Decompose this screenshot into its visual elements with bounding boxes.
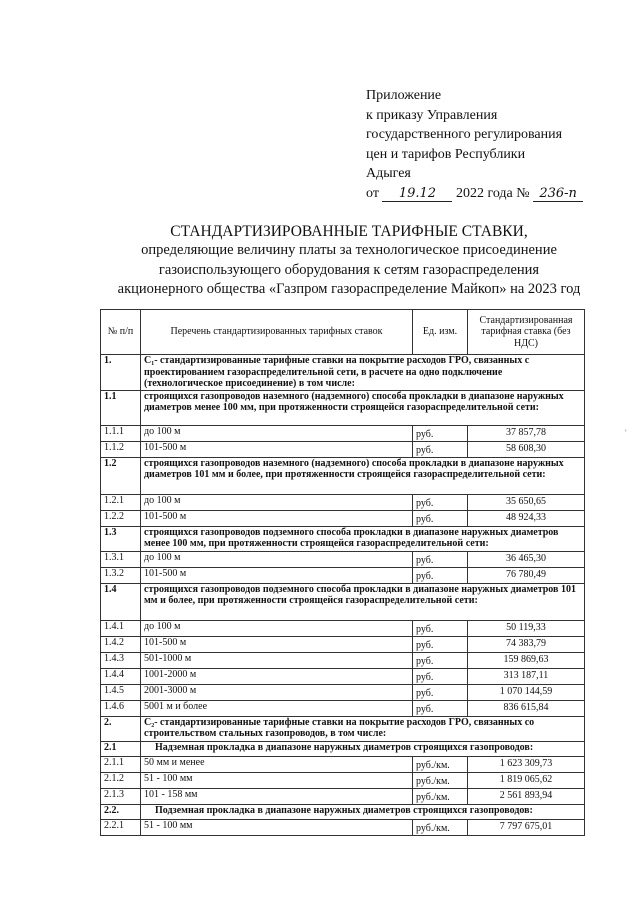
row-unit: руб. xyxy=(413,684,468,700)
row-value: 37 857,78 xyxy=(468,425,585,441)
section-text: Подземная прокладка в диапазоне наружных диаметров строящихся газопроводов: xyxy=(141,804,585,819)
column-header-name: Перечень стандартизированных тарифных ставок xyxy=(141,310,413,355)
section-text: строящихся газопроводов подземного способа прокладки в диапазоне наружных диаметров 101 мм и более, при протяженности строящейся газораспределительной сети: xyxy=(141,583,585,620)
row-name: 101-500 м xyxy=(141,441,413,457)
heading-line: определяющие величину платы за технологическое присоединение xyxy=(141,242,557,259)
document-title: СТАНДАРТИЗИРОВАННЫЕ ТАРИФНЫЕ СТАВКИ, xyxy=(170,223,528,240)
row-unit: руб. xyxy=(413,668,468,684)
row-unit: руб./км. xyxy=(413,772,468,788)
table-row xyxy=(101,567,585,583)
row-name: 101-500 м xyxy=(141,510,413,526)
tariff-table xyxy=(100,309,585,836)
column-header-value: Стандартизированная тарифная ставка (без НДС) xyxy=(468,310,585,355)
row-number: 1.3 xyxy=(101,526,141,551)
table-row xyxy=(101,700,585,716)
row-number: 1.3.1 xyxy=(101,551,141,567)
row-value: 35 650,65 xyxy=(468,494,585,510)
table-row xyxy=(101,620,585,636)
section-row xyxy=(101,804,585,819)
row-name: 101 - 158 мм xyxy=(141,788,413,804)
section-text: С₁- стандартизированные тарифные ставки на покрытие расходов ГРО, связанных с проектированием газораспределительной сети, в расчете на одно подключение (технологическое присоединение) в том числе: xyxy=(141,355,585,391)
order-date: 19.12 xyxy=(382,187,452,202)
table-row xyxy=(101,819,585,835)
row-number: 1. xyxy=(101,355,141,391)
section-row xyxy=(101,457,585,494)
row-name: до 100 м xyxy=(141,494,413,510)
appendix-line: цен и тарифов Республики xyxy=(366,146,526,162)
order-number: 236-п xyxy=(533,187,583,202)
row-name: 101-500 м xyxy=(141,636,413,652)
appendix-line: к приказу Управления xyxy=(366,107,498,123)
row-number: 1.2.2 xyxy=(101,510,141,526)
row-name: до 100 м xyxy=(141,620,413,636)
table-row xyxy=(101,652,585,668)
appendix-line: государственного регулирования xyxy=(366,127,563,143)
order-year-label: 2022 года № xyxy=(455,185,530,201)
row-value: 1 623 309,73 xyxy=(468,756,585,772)
row-value: 36 465,30 xyxy=(468,551,585,567)
table-row xyxy=(101,425,585,441)
table-row xyxy=(101,551,585,567)
document-heading xyxy=(60,222,638,300)
row-value: 1 070 144,59 xyxy=(468,684,585,700)
section-row xyxy=(101,526,585,551)
row-value: 58 608,30 xyxy=(468,441,585,457)
row-number: 1.1.1 xyxy=(101,425,141,441)
row-name: 101-500 м xyxy=(141,567,413,583)
row-number: 2.1.2 xyxy=(101,772,141,788)
section-row xyxy=(101,355,585,391)
row-name: 51 - 100 мм xyxy=(141,819,413,835)
row-number: 1.4.2 xyxy=(101,636,141,652)
row-number: 2.1 xyxy=(101,741,141,756)
column-header-number: № п/п xyxy=(101,310,141,355)
section-text: строящихся газопроводов наземного (надземного) способа прокладки в диапазоне наружных диаметров 101 мм и более, при протяженности строящейся газораспределительной сети: xyxy=(141,457,585,494)
table-row xyxy=(101,636,585,652)
section-row xyxy=(101,390,585,425)
row-number: 2.2.1 xyxy=(101,819,141,835)
section-text: строящихся газопроводов наземного (надземного) способа прокладки в диапазоне наружных диаметров менее 100 мм, при протяженности строящейся газораспределительной сети: xyxy=(141,390,585,425)
row-number: 1.3.2 xyxy=(101,567,141,583)
row-name: 50 мм и менее xyxy=(141,756,413,772)
table-row xyxy=(101,788,585,804)
row-value: 74 383,79 xyxy=(468,636,585,652)
table-row xyxy=(101,494,585,510)
row-unit: руб. xyxy=(413,652,468,668)
row-name: 1001-2000 м xyxy=(141,668,413,684)
row-name: до 100 м xyxy=(141,425,413,441)
table-body xyxy=(101,355,585,836)
row-unit: руб. xyxy=(413,510,468,526)
appendix-line: Приложение xyxy=(366,88,442,103)
row-unit: руб. xyxy=(413,425,468,441)
row-unit: руб. xyxy=(413,551,468,567)
row-number: 1.1 xyxy=(101,390,141,425)
row-name: 501-1000 м xyxy=(141,652,413,668)
row-value: 836 615,84 xyxy=(468,700,585,716)
row-number: 1.2 xyxy=(101,457,141,494)
row-value: 50 119,33 xyxy=(468,620,585,636)
row-unit: руб. xyxy=(413,620,468,636)
row-number: 2.2. xyxy=(101,804,141,819)
section-text: строящихся газопроводов подземного способа прокладки в диапазоне наружных диаметров менее 100 мм, при протяженности строящейся газораспределительной сети: xyxy=(141,526,585,551)
row-unit: руб. xyxy=(413,494,468,510)
row-number: 1.4 xyxy=(101,583,141,620)
table-row xyxy=(101,441,585,457)
row-value: 7 797 675,01 xyxy=(468,819,585,835)
row-value: 159 869,63 xyxy=(468,652,585,668)
row-value: 2 561 893,94 xyxy=(468,788,585,804)
row-unit: руб. xyxy=(413,567,468,583)
row-unit: руб./км. xyxy=(413,788,468,804)
row-unit: руб./км. xyxy=(413,819,468,835)
row-value: 76 780,49 xyxy=(468,567,585,583)
table-row xyxy=(101,684,585,700)
row-name: 51 - 100 мм xyxy=(141,772,413,788)
table-row xyxy=(101,510,585,526)
row-number: 1.4.6 xyxy=(101,700,141,716)
row-name: до 100 м xyxy=(141,551,413,567)
row-number: 1.4.4 xyxy=(101,668,141,684)
table-header-row xyxy=(101,310,585,355)
order-date-line xyxy=(366,184,583,204)
row-name: 5001 м и более xyxy=(141,700,413,716)
row-number: 1.2.1 xyxy=(101,494,141,510)
row-value: 1 819 065,62 xyxy=(468,772,585,788)
table-row xyxy=(101,668,585,684)
row-number: 1.1.2 xyxy=(101,441,141,457)
row-number: 2.1.1 xyxy=(101,756,141,772)
row-number: 1.4.3 xyxy=(101,652,141,668)
order-from-label: от xyxy=(366,185,379,201)
row-number: 2. xyxy=(101,716,141,741)
section-text: Надземная прокладка в диапазоне наружных диаметров строящихся газопроводов: xyxy=(141,741,585,756)
row-unit: руб./км. xyxy=(413,756,468,772)
section-row xyxy=(101,716,585,741)
row-unit: руб. xyxy=(413,636,468,652)
row-name: 2001-3000 м xyxy=(141,684,413,700)
row-unit: руб. xyxy=(413,700,468,716)
section-text: С₂- стандартизированные тарифные ставки на покрытие расходов ГРО, связанных со строительством стальных газопроводов, в том числе: xyxy=(141,716,585,741)
section-row xyxy=(101,583,585,620)
row-number: 2.1.3 xyxy=(101,788,141,804)
row-value: 48 924,33 xyxy=(468,510,585,526)
row-number: 1.4.1 xyxy=(101,620,141,636)
heading-line: газоиспользующего оборудования к сетям газораспределения xyxy=(158,261,540,278)
appendix-block xyxy=(366,86,583,204)
heading-line: акционерного общества «Газпром газораспределение Майкоп» на 2023 год xyxy=(117,281,581,298)
scan-mark: ' xyxy=(625,428,627,438)
section-row xyxy=(101,741,585,756)
row-unit: руб. xyxy=(413,441,468,457)
column-header-unit: Ед. изм. xyxy=(413,310,468,355)
appendix-line: Адыгея xyxy=(366,166,411,182)
table-row xyxy=(101,772,585,788)
row-number: 1.4.5 xyxy=(101,684,141,700)
row-value: 313 187,11 xyxy=(468,668,585,684)
table-row xyxy=(101,756,585,772)
